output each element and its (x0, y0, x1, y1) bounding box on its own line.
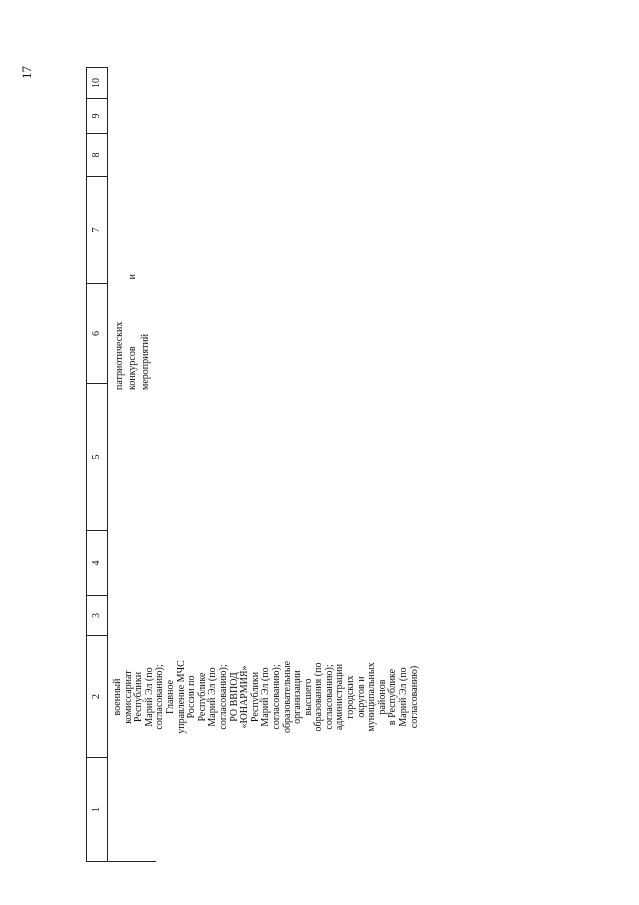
column2-line: образовательные (281, 660, 293, 734)
column5-line: патриотических (114, 321, 125, 390)
column2-line: организации (292, 670, 304, 724)
column2-line: Марий Эл (по (143, 667, 155, 727)
column5-line: мероприятий (140, 333, 151, 390)
column-header-1: 1 (87, 758, 107, 862)
column-header-6: 6 (87, 284, 107, 384)
column2-line: Главное (164, 679, 176, 715)
column2-line: Республики (133, 671, 145, 723)
column2-line: РО ВВПОД (228, 672, 240, 722)
column2-line: «ЮНАРМИЯ» (239, 665, 251, 729)
column2-line: согласованию); (154, 664, 166, 730)
column2-line: Марий Эл (по (207, 667, 219, 727)
page-number: 17 (19, 66, 34, 79)
column2-line: военный (112, 678, 123, 716)
column5-word: конкурсов (127, 346, 138, 390)
column2-line: согласованию); (323, 664, 335, 730)
column2-line: согласованию); (270, 664, 282, 730)
rotated-table (86, 62, 420, 862)
column2-line: Республики (249, 671, 261, 723)
column5-line-2 (126, 274, 139, 390)
table-header-row (86, 67, 108, 862)
column2-line: Марий Эл (по (398, 667, 410, 727)
column2-line: образования (по (313, 662, 325, 732)
column-header-4: 4 (87, 531, 107, 596)
column-header-2: 2 (87, 636, 107, 758)
column2-cell (113, 636, 420, 758)
column-header-3: 3 (87, 596, 107, 636)
column5-conjunction: и (127, 274, 138, 280)
column2-line: Республике (196, 672, 208, 722)
column2-line: согласованию); (217, 664, 229, 730)
column2-line: Марий Эл (по (260, 667, 272, 727)
column2-line: управление МЧС (175, 660, 187, 734)
column-header-8: 8 (87, 134, 107, 177)
column2-line: муниципальных (366, 662, 378, 732)
table-left-border (106, 861, 156, 862)
column2-line: городских (345, 675, 357, 719)
column2-line: администрации (334, 663, 346, 731)
column-header-9: 9 (87, 99, 107, 134)
column-header-10: 10 (87, 67, 107, 99)
column-header-5: 5 (87, 384, 107, 531)
column2-line: согласованию) (408, 665, 420, 729)
column2-line: округов и (355, 676, 367, 718)
column2-line: в Республике (387, 668, 399, 726)
column2-line: комиссариат (122, 670, 134, 724)
column-header-7: 7 (87, 177, 107, 284)
column2-line: высшего (302, 678, 314, 716)
column2-line: России по (186, 675, 198, 719)
column2-line: районов (376, 679, 388, 715)
column5-cell (113, 274, 152, 390)
